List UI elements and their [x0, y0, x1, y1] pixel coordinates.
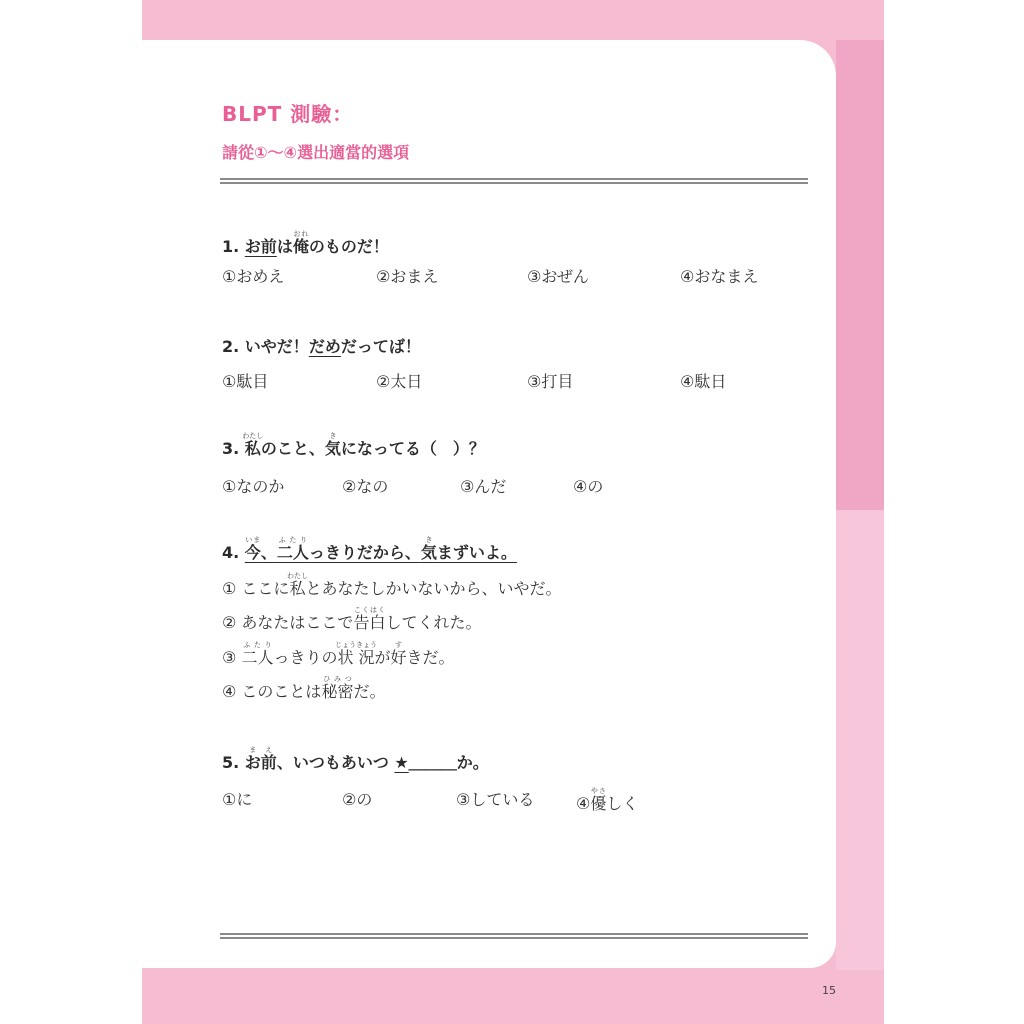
page-edge-upper [836, 40, 884, 510]
question-2: 2. いやだ！だめだってば！ [222, 337, 421, 356]
page-edge-lower [836, 510, 884, 970]
question-4: 4. 今いま、二人ふたりっきりだから、気きまずいよ。 [222, 536, 517, 562]
q3-option-3[interactable]: ③んだ [460, 477, 507, 496]
q2-option-3[interactable]: ③打目 [527, 372, 574, 391]
q5-option-3[interactable]: ③している [456, 790, 535, 809]
star-marker: ★ [394, 753, 409, 772]
page-title: BLPT 測驗： [222, 102, 354, 126]
page-subtitle: 請從①～④選出適當的選項 [222, 143, 410, 162]
q2-option-2[interactable]: ②太日 [376, 372, 423, 391]
furigana: お前まえ [244, 746, 277, 772]
q1-option-2[interactable]: ②おまえ [376, 267, 439, 286]
q5-option-4[interactable]: ④優やさしく [576, 787, 639, 813]
page-number: 15 [822, 984, 836, 997]
q5-option-2[interactable]: ②の [342, 790, 373, 809]
bottom-divider [220, 933, 808, 939]
q1-option-4[interactable]: ④おなまえ [680, 267, 759, 286]
q3-option-2[interactable]: ②なの [342, 477, 389, 496]
top-divider [220, 178, 808, 184]
q5-option-1[interactable]: ①に [222, 790, 253, 809]
furigana: 私わたし [242, 432, 264, 458]
question-3: 3. 私わたしのこと、気きになってる（ ）？ [222, 432, 485, 458]
furigana: 気き [324, 432, 341, 458]
underlined-sentence: 今いま、二人ふたりっきりだから、気きまずいよ。 [244, 536, 517, 562]
underlined-term: だめ [308, 337, 341, 356]
answer-blanks: ＿＿＿ [408, 753, 457, 772]
furigana: 俺おれ [292, 230, 309, 256]
underlined-term: お前 [244, 237, 277, 256]
q4-option-2[interactable]: ② あなたはここで告白こくはくしてくれた。 [222, 606, 482, 632]
question-5: 5. お前まえ、いつもあいつ ★＿＿＿か。 [222, 746, 489, 772]
q4-option-1[interactable]: ① ここに私わたしとあなたしかいないから、いやだ。 [222, 572, 562, 598]
q3-option-4[interactable]: ④の [573, 477, 604, 496]
q2-option-1[interactable]: ①駄目 [222, 372, 269, 391]
q4-option-4[interactable]: ④ このことは秘密ひみつだ。 [222, 675, 386, 701]
q3-option-1[interactable]: ①なのか [222, 477, 285, 496]
q4-option-3[interactable]: ③ 二人ふたりっきりの状況じょうきょうが好すきだ。 [222, 641, 455, 667]
q2-option-4[interactable]: ④駄日 [680, 372, 727, 391]
q1-option-1[interactable]: ①おめえ [222, 267, 285, 286]
question-1: 1. お前は俺おれのものだ！ [222, 230, 389, 256]
q1-option-3[interactable]: ③おぜん [527, 267, 589, 286]
